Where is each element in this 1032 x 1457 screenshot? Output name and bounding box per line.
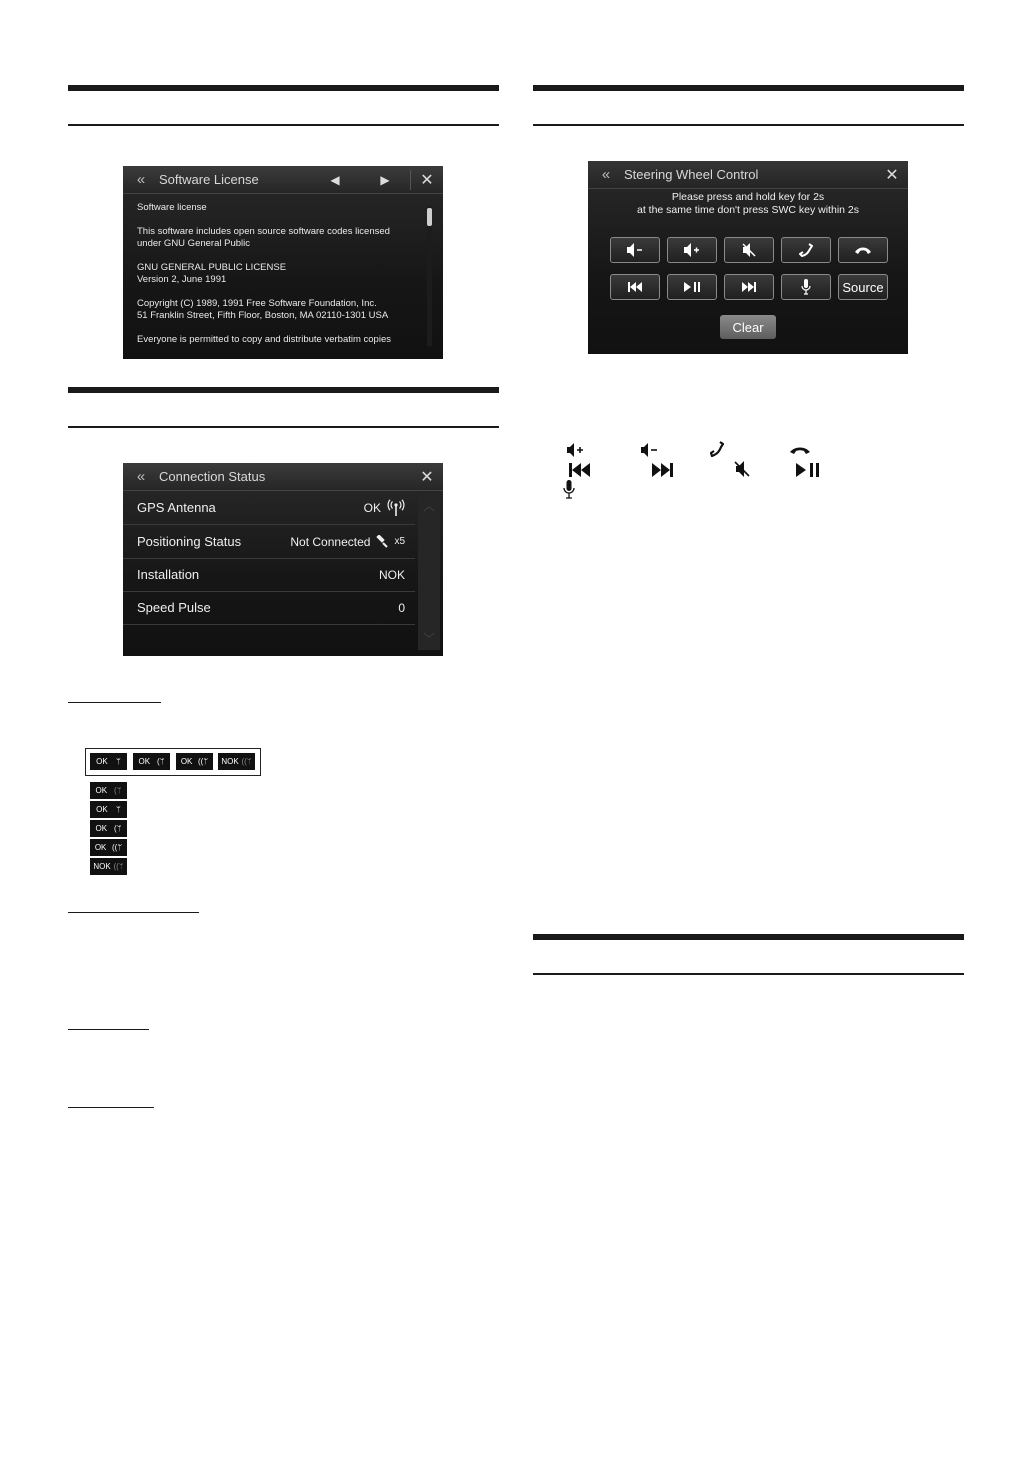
- phone-hangup-icon: [789, 445, 811, 455]
- swc-instruction: Please press and hold key for 2s at the same time don't press SWC key within 2s: [636, 191, 859, 216]
- volume-down-icon: [640, 443, 660, 457]
- gps-badge: [90, 782, 127, 799]
- status-label: Speed Pulse: [137, 600, 211, 615]
- phone-hangup-button[interactable]: [838, 237, 888, 263]
- gps-badge-text: NOK: [93, 862, 111, 871]
- connection-status-titlebar: [123, 463, 443, 491]
- status-value: [290, 535, 415, 549]
- microphone-button[interactable]: [781, 274, 831, 300]
- software-license-titlebar: [123, 166, 443, 194]
- section-rule-thick: [533, 85, 964, 91]
- gps-antenna-icon: (ᛘ: [114, 786, 122, 795]
- microphone-icon: [801, 279, 811, 295]
- scrollbar-thumb[interactable]: [427, 208, 432, 226]
- play-pause-button[interactable]: [667, 274, 717, 300]
- phone-answer-icon: [799, 243, 813, 257]
- gps-badge-text: OK: [96, 757, 108, 766]
- section-rule-thin: [68, 124, 499, 126]
- gps-badge: [90, 858, 127, 875]
- play-pause-icon: [683, 282, 701, 292]
- status-label: GPS Antenna: [137, 500, 216, 515]
- section-rule-thick: [68, 85, 499, 91]
- scroll-up-icon[interactable]: ︿: [423, 501, 435, 513]
- volume-up-button[interactable]: [667, 237, 717, 263]
- gps-badge: [90, 839, 127, 856]
- subheading-underline: [68, 1107, 154, 1108]
- back-chevron-icon[interactable]: «: [601, 166, 611, 183]
- play-pause-icon: [795, 463, 821, 477]
- gps-badge: [90, 820, 127, 837]
- scroll-down-icon[interactable]: ﹀: [423, 633, 435, 645]
- license-text: [137, 202, 417, 358]
- section-rule-thick: [68, 387, 499, 393]
- gps-badge-text: OK: [96, 805, 108, 814]
- mute-icon: [742, 243, 756, 257]
- gps-badge-text: OK: [94, 843, 107, 852]
- phone-hangup-icon: [854, 245, 872, 255]
- status-row-installation: [123, 558, 415, 592]
- positioning-value: Not Connected: [290, 534, 371, 549]
- volume-down-icon: [626, 243, 644, 257]
- section-rule-thin: [533, 124, 964, 126]
- license-paragraph: GNU GENERAL PUBLIC LICENSE Version 2, June 1991: [137, 262, 287, 285]
- gps-antenna-icon: ((ᛘ: [113, 862, 124, 871]
- status-row-positioning: [123, 525, 415, 559]
- next-track-button[interactable]: [724, 274, 774, 300]
- gps-antenna-icon: ᛘ: [116, 757, 121, 766]
- connection-status-title: Connection Status: [159, 469, 266, 484]
- close-icon[interactable]: ✕: [885, 166, 899, 184]
- swc-title: Steering Wheel Control: [624, 167, 759, 182]
- next-track-icon: [651, 463, 675, 477]
- volume-up-icon: [683, 243, 701, 257]
- source-button[interactable]: Source: [838, 274, 888, 300]
- clear-button[interactable]: Clear: [720, 315, 776, 339]
- swc-titlebar: [588, 161, 908, 189]
- triangle-left-icon[interactable]: ◀: [330, 172, 340, 187]
- gps-badge-text: OK: [95, 824, 108, 833]
- gps-antenna-icon: ᛘ: [116, 805, 121, 814]
- previous-track-icon: [627, 282, 643, 292]
- status-label: Installation: [137, 567, 200, 582]
- license-paragraph: Software license: [137, 202, 207, 213]
- gps-antenna-icon: (ᛘ: [114, 824, 122, 833]
- close-icon[interactable]: ✕: [410, 170, 443, 190]
- back-chevron-icon[interactable]: «: [136, 468, 146, 485]
- previous-track-icon: [568, 463, 592, 477]
- subheading-underline: [68, 1029, 149, 1030]
- gps-antenna-icon: (ᛘ: [157, 757, 165, 766]
- software-license-title: Software License: [159, 172, 259, 187]
- status-scrollbar[interactable]: [418, 494, 440, 650]
- mute-button[interactable]: [724, 237, 774, 263]
- gps-antenna-icon: ((ᛘ: [198, 757, 209, 766]
- gps-badge: [90, 753, 127, 770]
- connection-status-screen: [123, 463, 443, 656]
- volume-down-button[interactable]: [610, 237, 660, 263]
- close-icon[interactable]: ✕: [420, 468, 434, 486]
- volume-up-icon: [566, 443, 586, 457]
- license-paragraph: Copyright (C) 1989, 1991 Free Software Foundation, Inc. 51 Franklin Street, Fifth Floor, Boston, MA 02110-1301 USA: [137, 298, 389, 321]
- phone-answer-icon: [710, 441, 724, 457]
- status-value: [364, 499, 415, 517]
- status-row-gps: [123, 491, 415, 525]
- gps-antenna-icon: [387, 499, 405, 517]
- status-row-speed-pulse: [123, 591, 415, 625]
- status-value: 0: [398, 600, 405, 615]
- status-value: NOK: [378, 567, 405, 582]
- microphone-icon: [563, 480, 575, 499]
- section-rule-thin: [68, 426, 499, 428]
- subheading-underline: [68, 702, 161, 703]
- phone-answer-button[interactable]: [781, 237, 831, 263]
- gps-badge: [133, 753, 170, 770]
- gps-antenna-icon: ((ᛘ: [241, 757, 252, 766]
- previous-track-button[interactable]: [610, 274, 660, 300]
- gps-badge: [218, 753, 255, 770]
- satellite-icon: [376, 535, 388, 549]
- triangle-right-icon[interactable]: ▶: [380, 172, 390, 187]
- gps-antenna-icon: ((ᛘ: [112, 843, 123, 852]
- next-track-icon: [741, 282, 757, 292]
- gps-badge: [90, 801, 127, 818]
- satellite-count: x5: [394, 536, 405, 547]
- mute-icon: [734, 460, 750, 478]
- section-rule-thin: [533, 973, 964, 975]
- gps-badge: [176, 753, 213, 770]
- subheading-underline: [68, 912, 199, 913]
- gps-badge-text: OK: [95, 786, 108, 795]
- gps-value: OK: [363, 500, 381, 515]
- status-label: Positioning Status: [137, 534, 242, 549]
- section-rule-thick: [533, 934, 964, 940]
- license-scrollbar[interactable]: [427, 206, 432, 346]
- gps-badge-text: OK: [180, 757, 193, 766]
- software-license-screen: [123, 166, 443, 359]
- back-chevron-icon[interactable]: «: [136, 171, 146, 188]
- license-paragraph: Everyone is permitted to copy and distribute verbatim copies: [137, 334, 391, 345]
- license-paragraph: This software includes open source software codes licensed under GNU General Public: [137, 226, 390, 249]
- steering-wheel-control-screen: [588, 161, 908, 354]
- gps-badge-text: OK: [138, 757, 151, 766]
- gps-badge-text: NOK: [221, 757, 239, 766]
